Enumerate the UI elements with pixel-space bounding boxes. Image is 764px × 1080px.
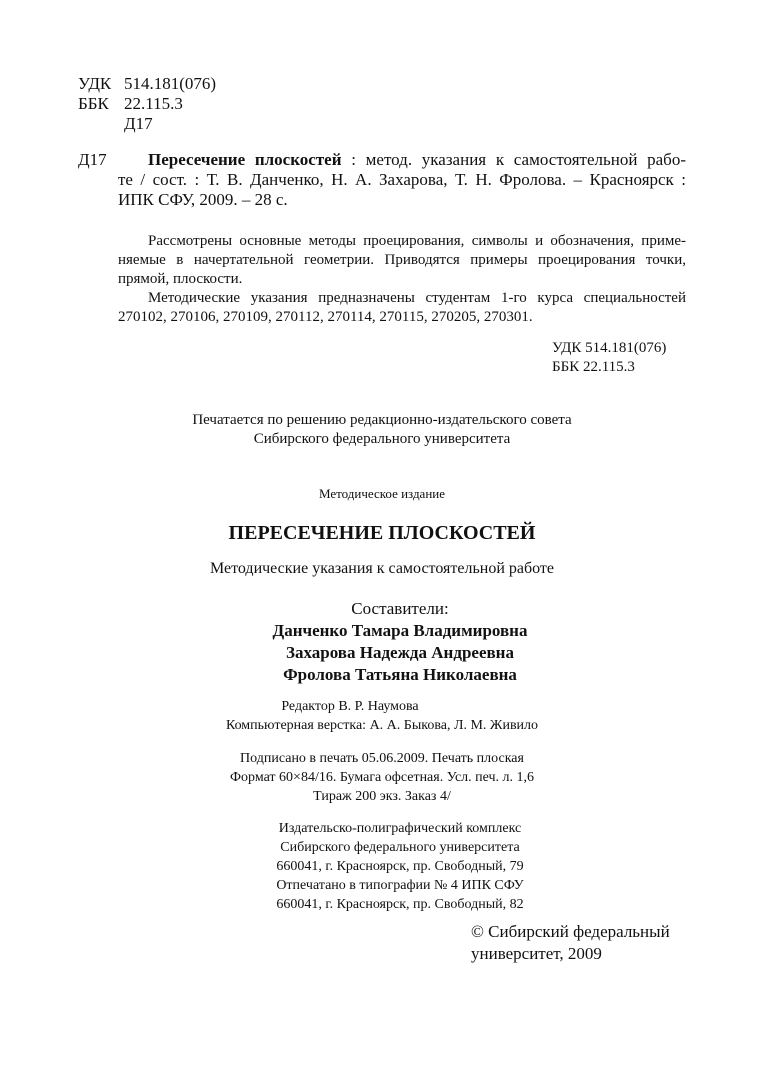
- editorial: [0, 697, 764, 735]
- publisher: [0, 819, 764, 914]
- bbk-right: ББК 22.115.3: [552, 359, 635, 375]
- compiler-name-3: Фролова Татьяна Николаевна: [283, 665, 517, 684]
- abstract: [118, 232, 686, 327]
- abstract-p2-line1: Методические указания предназначены студентам 1-го курса специальностей: [148, 290, 686, 306]
- udk-value: 514.181(076): [124, 74, 217, 93]
- main-title: ПЕРЕСЕЧЕНИЕ ПЛОСКОСТЕЙ: [228, 522, 536, 544]
- copyright-line-1: © Сибирский федеральный: [471, 922, 670, 941]
- printing-run: Тираж 200 экз. Заказ 4/: [313, 789, 451, 804]
- printing-format: Формат 60×84/16. Бумага офсетная. Усл. печ. л. 1,6: [229, 770, 535, 785]
- compilers-label: Составители:: [351, 599, 449, 618]
- printing-signed: Подписано в печать 05.06.2009. Печать плоская: [240, 751, 524, 766]
- bbk-label: ББК: [78, 94, 109, 113]
- publisher-line-3: 660041, г. Красноярск, пр. Свободный, 79: [276, 859, 524, 874]
- copyright: [471, 921, 670, 965]
- bib-line-3: ИПК СФУ, 2009. – 28 с.: [118, 190, 288, 209]
- bib-record: [118, 150, 686, 210]
- udk-right: УДК 514.181(076): [552, 340, 667, 356]
- compilers: [0, 598, 764, 686]
- edition-type: Методическое издание: [318, 486, 446, 501]
- layout-credit: Компьютерная верстка: А. А. Быкова, Л. М. Живило: [225, 718, 539, 733]
- bib-line-1-rest: : метод. указания к самостоятельной рабо-: [341, 150, 686, 169]
- abstract-p2-line2: 270102, 270106, 270109, 270112, 270114, 270115, 270205, 270301.: [118, 309, 533, 325]
- editor: Редактор В. Р. Наумова: [281, 699, 419, 714]
- bbk-value: 22.115.3: [124, 94, 183, 113]
- bib-line-2: те / сост. : Т. В. Данченко, Н. А. Захарова, Т. Н. Фролова. – Красноярск :: [118, 170, 686, 189]
- abstract-p1-line3: прямой, плоскости.: [118, 271, 243, 287]
- publisher-line-4: Отпечатано в типографии № 4 ИПК СФУ: [276, 878, 524, 893]
- compiler-name-1: Данченко Тамара Владимировна: [272, 621, 528, 640]
- bib-line-1: [118, 150, 686, 170]
- abstract-p1-line2: няемые в начертательной геометрии. Приводятся примеры проецирования точки,: [118, 252, 686, 268]
- approval-line-2: Сибирского федерального университета: [253, 431, 511, 447]
- subtitle: Методические указания к самостоятельной работе: [209, 560, 555, 577]
- publisher-line-2: Сибирского федерального университета: [280, 840, 520, 855]
- publisher-line-5: 660041, г. Красноярск, пр. Свободный, 82: [276, 897, 524, 912]
- copyright-line-2: университет, 2009: [471, 944, 602, 963]
- abstract-p1-line1: Рассмотрены основные методы проецирования, символы и обозначения, приме-: [148, 233, 686, 249]
- compiler-name-2: Захарова Надежда Андреевна: [286, 643, 514, 662]
- classification-right: [552, 339, 666, 377]
- bib-title: Пересечение плоскостей: [148, 150, 342, 169]
- bib-sign: Д17: [78, 150, 107, 169]
- publisher-line-1: Издательско-полиграфический комплекс: [278, 821, 522, 836]
- approval: [0, 411, 764, 449]
- approval-line-1: Печатается по решению редакционно-издательского совета: [192, 412, 572, 428]
- printing-info: [0, 749, 764, 806]
- author-sign: Д17: [124, 114, 153, 133]
- udk-label: УДК: [78, 74, 112, 93]
